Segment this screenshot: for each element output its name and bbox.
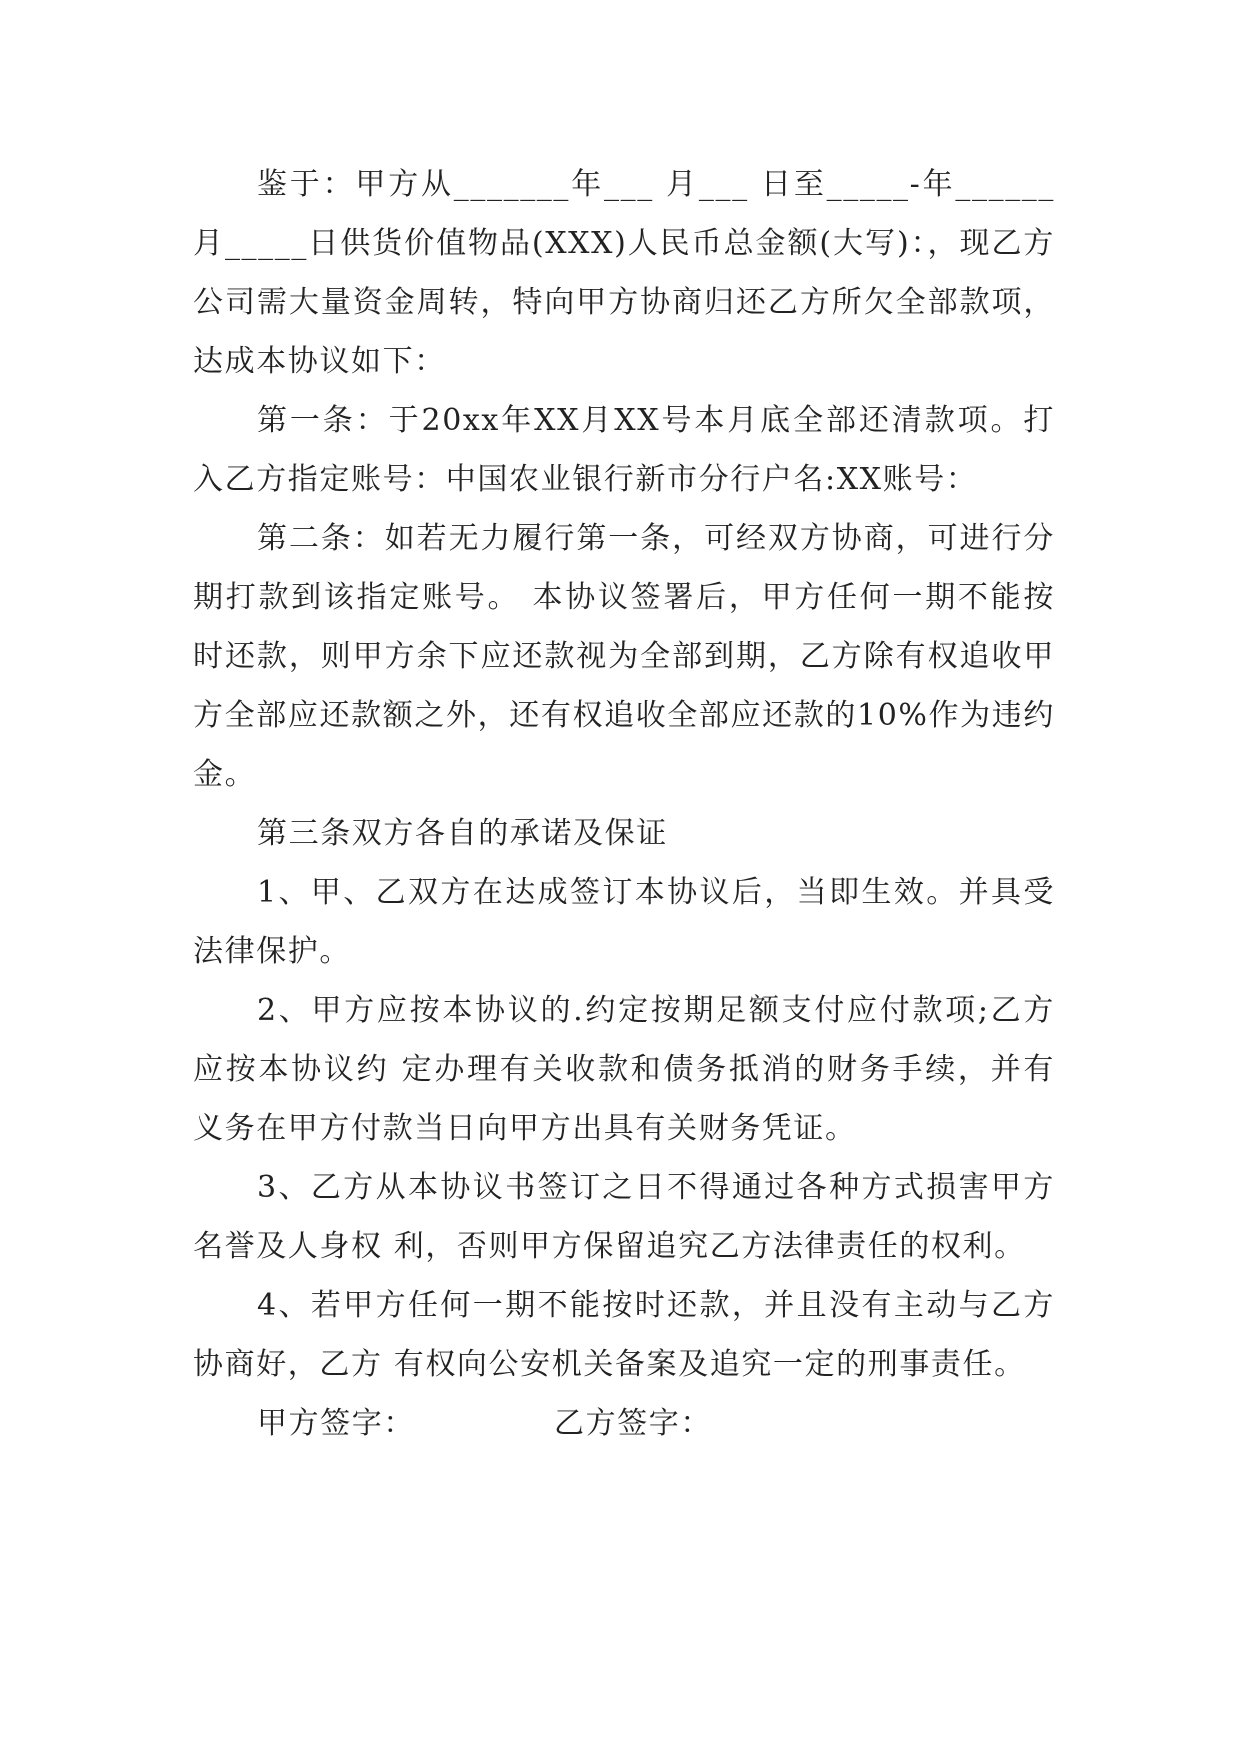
article-1-paragraph: 第一条：于20xx年XX月XX号本月底全部还清款项。打入乙方指定账号：中国农业银行新市分行户名:XX账号： [193,403,1055,497]
article-2-paragraph: 第二条：如若无力履行第一条，可经双方协商，可进行分期打款到该指定账号。 本协议签署后，甲方任何一期不能按时还款，则甲方余下应还款视为全部到期，乙方除有权追收甲方全部应还款额之外，还有权追收全部应还款的10%作为违约金。 [193,521,1055,792]
clause-3-paragraph: 3、乙方从本协议书签订之日不得通过各种方式损害甲方名誉及人身权 利，否则甲方保留追究乙方法律责任的权利。 [193,1170,1055,1264]
clause-2-paragraph: 2、甲方应按本协议的.约定按期足额支付应付款项;乙方应按本协议约 定办理有关收款和债务抵消的财务手续，并有义务在甲方付款当日向甲方出具有关财务凭证。 [193,993,1055,1146]
signature-line [193,1394,1055,1453]
preamble-paragraph: 鉴于：甲方从_______年___ 月___ 日至_____-年______月_____日供货价值物品(XXX)人民币总金额(大写)：，现乙方公司需大量资金周转，特向甲方协商归还乙方所欠全部款项，达成本协议如下： [193,167,1055,379]
article-3-heading: 第三条双方各自的承诺及保证 [257,816,668,851]
party-b-signature-label: 乙方签字： [554,1406,712,1441]
clause-4-paragraph: 4、若甲方任何一期不能按时还款，并且没有主动与乙方协商好，乙方 有权向公安机关备案及追究一定的刑事责任。 [193,1288,1055,1382]
party-a-signature-label: 甲方签字： [257,1406,415,1441]
clause-1-paragraph: 1、甲、乙双方在达成签订本协议后，当即生效。并具受法律保护。 [193,875,1055,969]
document-body [193,155,1055,1453]
